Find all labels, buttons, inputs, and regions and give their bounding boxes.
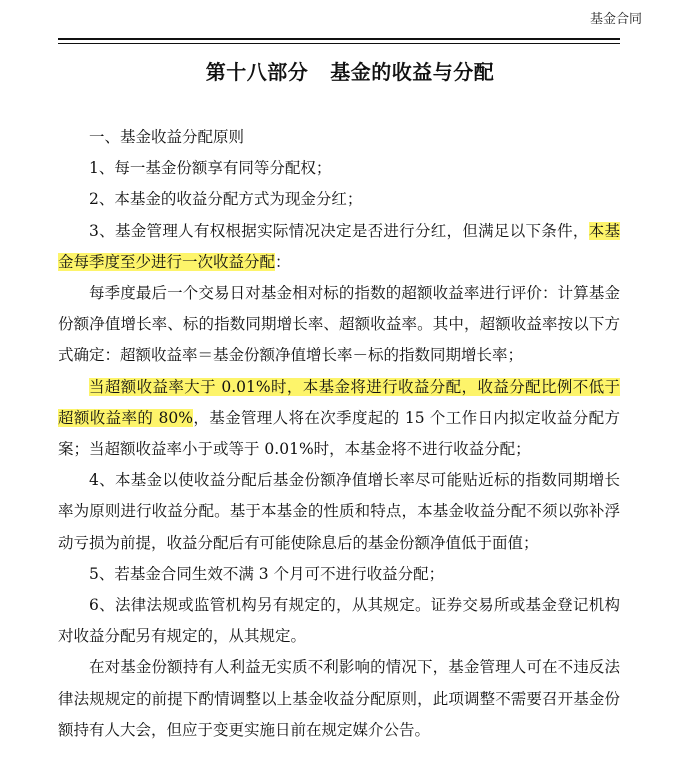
title-name: 基金的收益与分配	[330, 60, 495, 84]
item-6: 6、法律法规或监管机构另有规定的，从其规定。证券交易所或基金登记机构对收益分配另有规定的，从其规定。	[58, 596, 620, 646]
item-3-highlight: 本基金每季度至少进行一次收益分配	[58, 221, 620, 271]
final-paragraph: 在对基金份额持有人利益无实质不利影响的情况下，基金管理人可在不违反法律法规规定的前提下酌情调整以上基金收益分配原则，此项调整不需要召开基金份额持有人大会，但应于变更实施日前在规定媒介公告。	[58, 658, 620, 739]
header-rule-thin	[58, 43, 620, 44]
title-part: 第十八部分	[205, 60, 309, 84]
section-heading: 一、基金收益分配原则	[89, 128, 245, 146]
item-1: 1、每一基金份额享有同等分配权；	[89, 159, 332, 178]
item-5: 5、若基金合同生效不满 3 个月可不进行收益分配；	[89, 564, 445, 583]
item-3	[58, 216, 620, 278]
item-3-text: 3、基金管理人有权根据实际情况决定是否进行分红，但满足以下条件，	[89, 221, 589, 240]
distribution-condition-paragraph	[58, 372, 620, 466]
page-title	[0, 56, 700, 85]
distribution-condition-highlight: 当超额收益率大于 0.01%时，本基金将进行收益分配，收益分配比例不低于超额收益率的 80%	[58, 377, 620, 427]
item-3-end: ：	[275, 252, 291, 271]
header-rule-thick	[58, 38, 620, 40]
running-header-label: 基金合同	[589, 12, 642, 27]
item-4: 4、本基金以使收益分配后基金份额净值增长率尽可能贴近标的指数同期增长率为原则进行收益分配。基于本基金的性质和特点，本基金收益分配不须以弥补浮动亏损为前提，收益分配后有可能使除息后的基金份额净值低于面值；	[58, 471, 620, 552]
distribution-condition-text: ，基金管理人将在次季度起的 15 个工作日内拟定收益分配方案；当超额收益率小于或等于 0.01%时，本基金将不进行收益分配；	[58, 408, 620, 459]
evaluation-paragraph: 每季度最后一个交易日对基金相对标的指数的超额收益率进行评价：计算基金份额净值增长率、标的指数同期增长率、超额收益率。其中，超额收益率按以下方式确定：超额收益率＝基金份额净值增长率－标的指数同期增长率；	[58, 284, 620, 365]
item-2: 2、本基金的收益分配方式为现金分红；	[89, 190, 363, 209]
document-body	[58, 122, 620, 746]
